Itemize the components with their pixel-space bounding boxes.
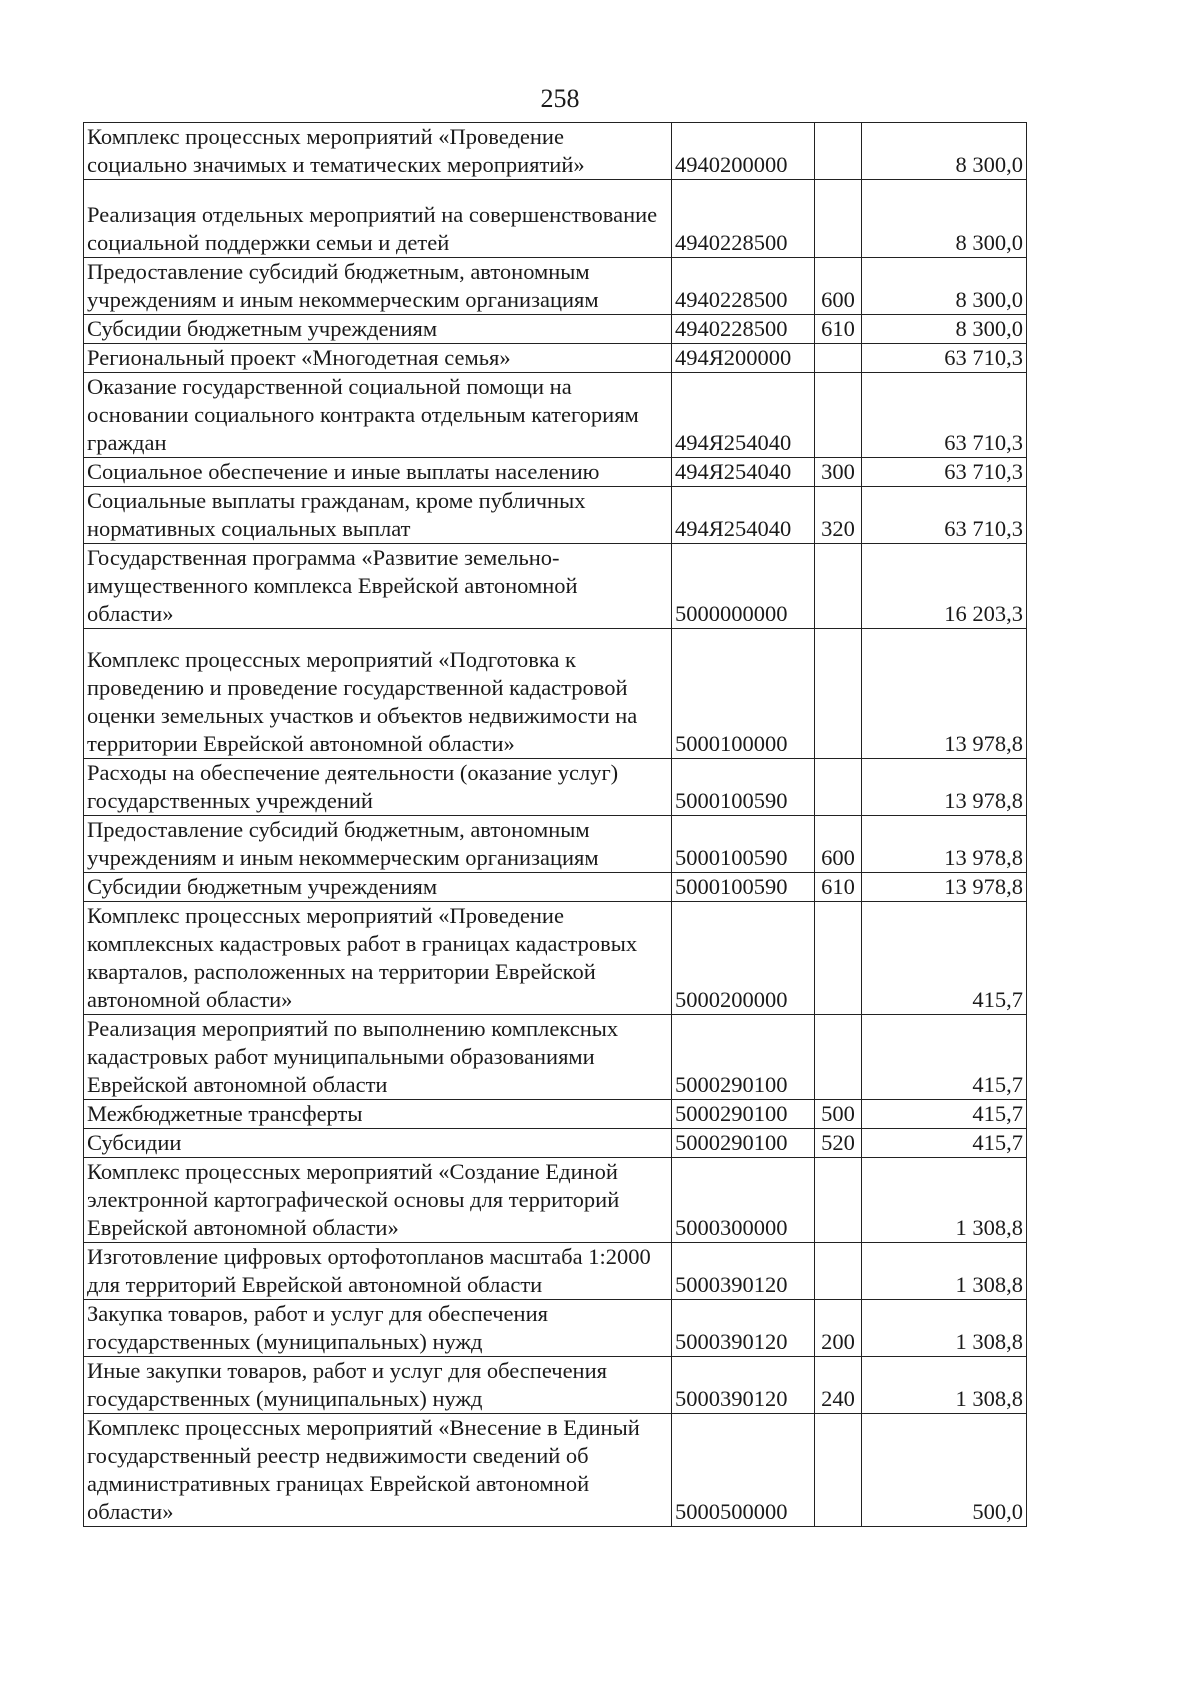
row-type-cell: [815, 1243, 862, 1300]
row-sum-cell: 13 978,8: [862, 629, 1027, 759]
table-row: [84, 373, 1027, 458]
row-type-cell: [815, 180, 862, 258]
row-type-cell: 320: [815, 487, 862, 544]
table-row: [84, 1300, 1027, 1357]
row-code-cell: 5000290100: [672, 1100, 815, 1129]
table-row: [84, 458, 1027, 487]
row-type-cell: 500: [815, 1100, 862, 1129]
row-type-cell: 240: [815, 1357, 862, 1414]
row-name-cell: Изготовление цифровых ортофотопланов масштаба 1:2000 для территорий Еврейской автономной области: [84, 1243, 672, 1300]
row-name-cell: Реализация мероприятий по выполнению комплексных кадастровых работ муниципальными образованиями Еврейской автономной области: [84, 1015, 672, 1100]
table-row: [84, 180, 1027, 258]
row-code-cell: 5000390120: [672, 1357, 815, 1414]
row-code-cell: 5000290100: [672, 1129, 815, 1158]
row-sum-cell: 63 710,3: [862, 373, 1027, 458]
row-sum-cell: 63 710,3: [862, 458, 1027, 487]
row-code-cell: 5000100590: [672, 816, 815, 873]
row-type-cell: [815, 629, 862, 759]
row-sum-cell: 1 308,8: [862, 1357, 1027, 1414]
row-sum-cell: 63 710,3: [862, 487, 1027, 544]
row-type-cell: 520: [815, 1129, 862, 1158]
row-code-cell: 494Я200000: [672, 344, 815, 373]
row-sum-cell: 8 300,0: [862, 180, 1027, 258]
row-code-cell: 5000300000: [672, 1158, 815, 1243]
row-type-cell: [815, 1015, 862, 1100]
table-row: [84, 1100, 1027, 1129]
table-row: [84, 1357, 1027, 1414]
row-sum-cell: 500,0: [862, 1414, 1027, 1527]
row-name-cell: Социальные выплаты гражданам, кроме публичных нормативных социальных выплат: [84, 487, 672, 544]
row-code-cell: 5000390120: [672, 1300, 815, 1357]
row-code-cell: 4940200000: [672, 123, 815, 180]
row-name-cell: Предоставление субсидий бюджетным, автономным учреждениям и иным некоммерческим организациям: [84, 258, 672, 315]
row-type-cell: [815, 1414, 862, 1527]
table-row: [84, 1129, 1027, 1158]
row-type-cell: [815, 544, 862, 629]
table-row: [84, 544, 1027, 629]
row-name-cell: Расходы на обеспечение деятельности (оказание услуг) государственных учреждений: [84, 759, 672, 816]
table-row: [84, 123, 1027, 180]
row-sum-cell: 13 978,8: [862, 816, 1027, 873]
row-code-cell: 5000100000: [672, 629, 815, 759]
row-sum-cell: 415,7: [862, 1015, 1027, 1100]
row-name-cell: Комплекс процессных мероприятий «Создание Единой электронной картографической основы для территорий Еврейской автономной области»: [84, 1158, 672, 1243]
row-code-cell: 4940228500: [672, 258, 815, 315]
row-code-cell: 5000100590: [672, 759, 815, 816]
row-type-cell: [815, 373, 862, 458]
row-name-cell: Субсидии бюджетным учреждениям: [84, 315, 672, 344]
row-sum-cell: 13 978,8: [862, 759, 1027, 816]
row-type-cell: [815, 902, 862, 1015]
row-name-cell: Межбюджетные трансферты: [84, 1100, 672, 1129]
budget-table: [83, 122, 1027, 1527]
row-code-cell: 5000500000: [672, 1414, 815, 1527]
row-sum-cell: 8 300,0: [862, 315, 1027, 344]
row-code-cell: 5000390120: [672, 1243, 815, 1300]
page-number: 258: [540, 84, 580, 113]
row-sum-cell: 8 300,0: [862, 123, 1027, 180]
row-type-cell: 600: [815, 816, 862, 873]
table-row: [84, 816, 1027, 873]
row-code-cell: 5000200000: [672, 902, 815, 1015]
row-name-cell: Субсидии бюджетным учреждениям: [84, 873, 672, 902]
table-row: [84, 1414, 1027, 1527]
table-row: [84, 1015, 1027, 1100]
row-code-cell: 5000100590: [672, 873, 815, 902]
row-name-cell: Закупка товаров, работ и услуг для обеспечения государственных (муниципальных) нужд: [84, 1300, 672, 1357]
table-row: [84, 629, 1027, 759]
row-name-cell: Комплекс процессных мероприятий «Проведение комплексных кадастровых работ в границах кадастровых кварталов, расположенных на территории Еврейской автономной области»: [84, 902, 672, 1015]
row-type-cell: 200: [815, 1300, 862, 1357]
row-name-cell: Комплекс процессных мероприятий «Внесение в Единый государственный реестр недвижимости сведений об административных границах Еврейской автономной области»: [84, 1414, 672, 1527]
row-name-cell: Региональный проект «Многодетная семья»: [84, 344, 672, 373]
row-type-cell: [815, 344, 862, 373]
row-name-cell: Субсидии: [84, 1129, 672, 1158]
row-code-cell: 494Я254040: [672, 373, 815, 458]
row-sum-cell: 415,7: [862, 1129, 1027, 1158]
table-row: [84, 344, 1027, 373]
row-sum-cell: 1 308,8: [862, 1158, 1027, 1243]
row-type-cell: 600: [815, 258, 862, 315]
row-name-cell: Комплекс процессных мероприятий «Проведение социально значимых и тематических мероприятий»: [84, 123, 672, 180]
table-row: [84, 759, 1027, 816]
row-sum-cell: 1 308,8: [862, 1300, 1027, 1357]
row-type-cell: [815, 759, 862, 816]
row-type-cell: [815, 1158, 862, 1243]
table-row: [84, 902, 1027, 1015]
budget-table-body: [84, 123, 1027, 1527]
row-sum-cell: 415,7: [862, 1100, 1027, 1129]
row-sum-cell: 16 203,3: [862, 544, 1027, 629]
row-name-cell: Комплекс процессных мероприятий «Подготовка к проведению и проведение государственной кадастровой оценки земельных участков и объектов недвижимости на территории Еврейской автономной области»: [84, 629, 672, 759]
table-row: [84, 487, 1027, 544]
row-code-cell: 494Я254040: [672, 487, 815, 544]
table-row: [84, 873, 1027, 902]
row-type-cell: 610: [815, 315, 862, 344]
row-name-cell: Оказание государственной социальной помощи на основании социального контракта отдельным категориям граждан: [84, 373, 672, 458]
table-row: [84, 1243, 1027, 1300]
row-code-cell: 5000000000: [672, 544, 815, 629]
row-sum-cell: 13 978,8: [862, 873, 1027, 902]
row-sum-cell: 415,7: [862, 902, 1027, 1015]
row-name-cell: Социальное обеспечение и иные выплаты населению: [84, 458, 672, 487]
row-code-cell: 494Я254040: [672, 458, 815, 487]
row-code-cell: 4940228500: [672, 315, 815, 344]
row-sum-cell: 63 710,3: [862, 344, 1027, 373]
row-name-cell: Предоставление субсидий бюджетным, автономным учреждениям и иным некоммерческим организациям: [84, 816, 672, 873]
table-row: [84, 1158, 1027, 1243]
row-name-cell: Государственная программа «Развитие земельно-имущественного комплекса Еврейской автономной области»: [84, 544, 672, 629]
row-name-cell: Реализация отдельных мероприятий на совершенствование социальной поддержки семьи и детей: [84, 180, 672, 258]
row-type-cell: 300: [815, 458, 862, 487]
table-row: [84, 315, 1027, 344]
row-code-cell: 5000290100: [672, 1015, 815, 1100]
row-name-cell: Иные закупки товаров, работ и услуг для обеспечения государственных (муниципальных) нужд: [84, 1357, 672, 1414]
row-sum-cell: 1 308,8: [862, 1243, 1027, 1300]
row-sum-cell: 8 300,0: [862, 258, 1027, 315]
row-type-cell: 610: [815, 873, 862, 902]
row-type-cell: [815, 123, 862, 180]
row-code-cell: 4940228500: [672, 180, 815, 258]
table-row: [84, 258, 1027, 315]
